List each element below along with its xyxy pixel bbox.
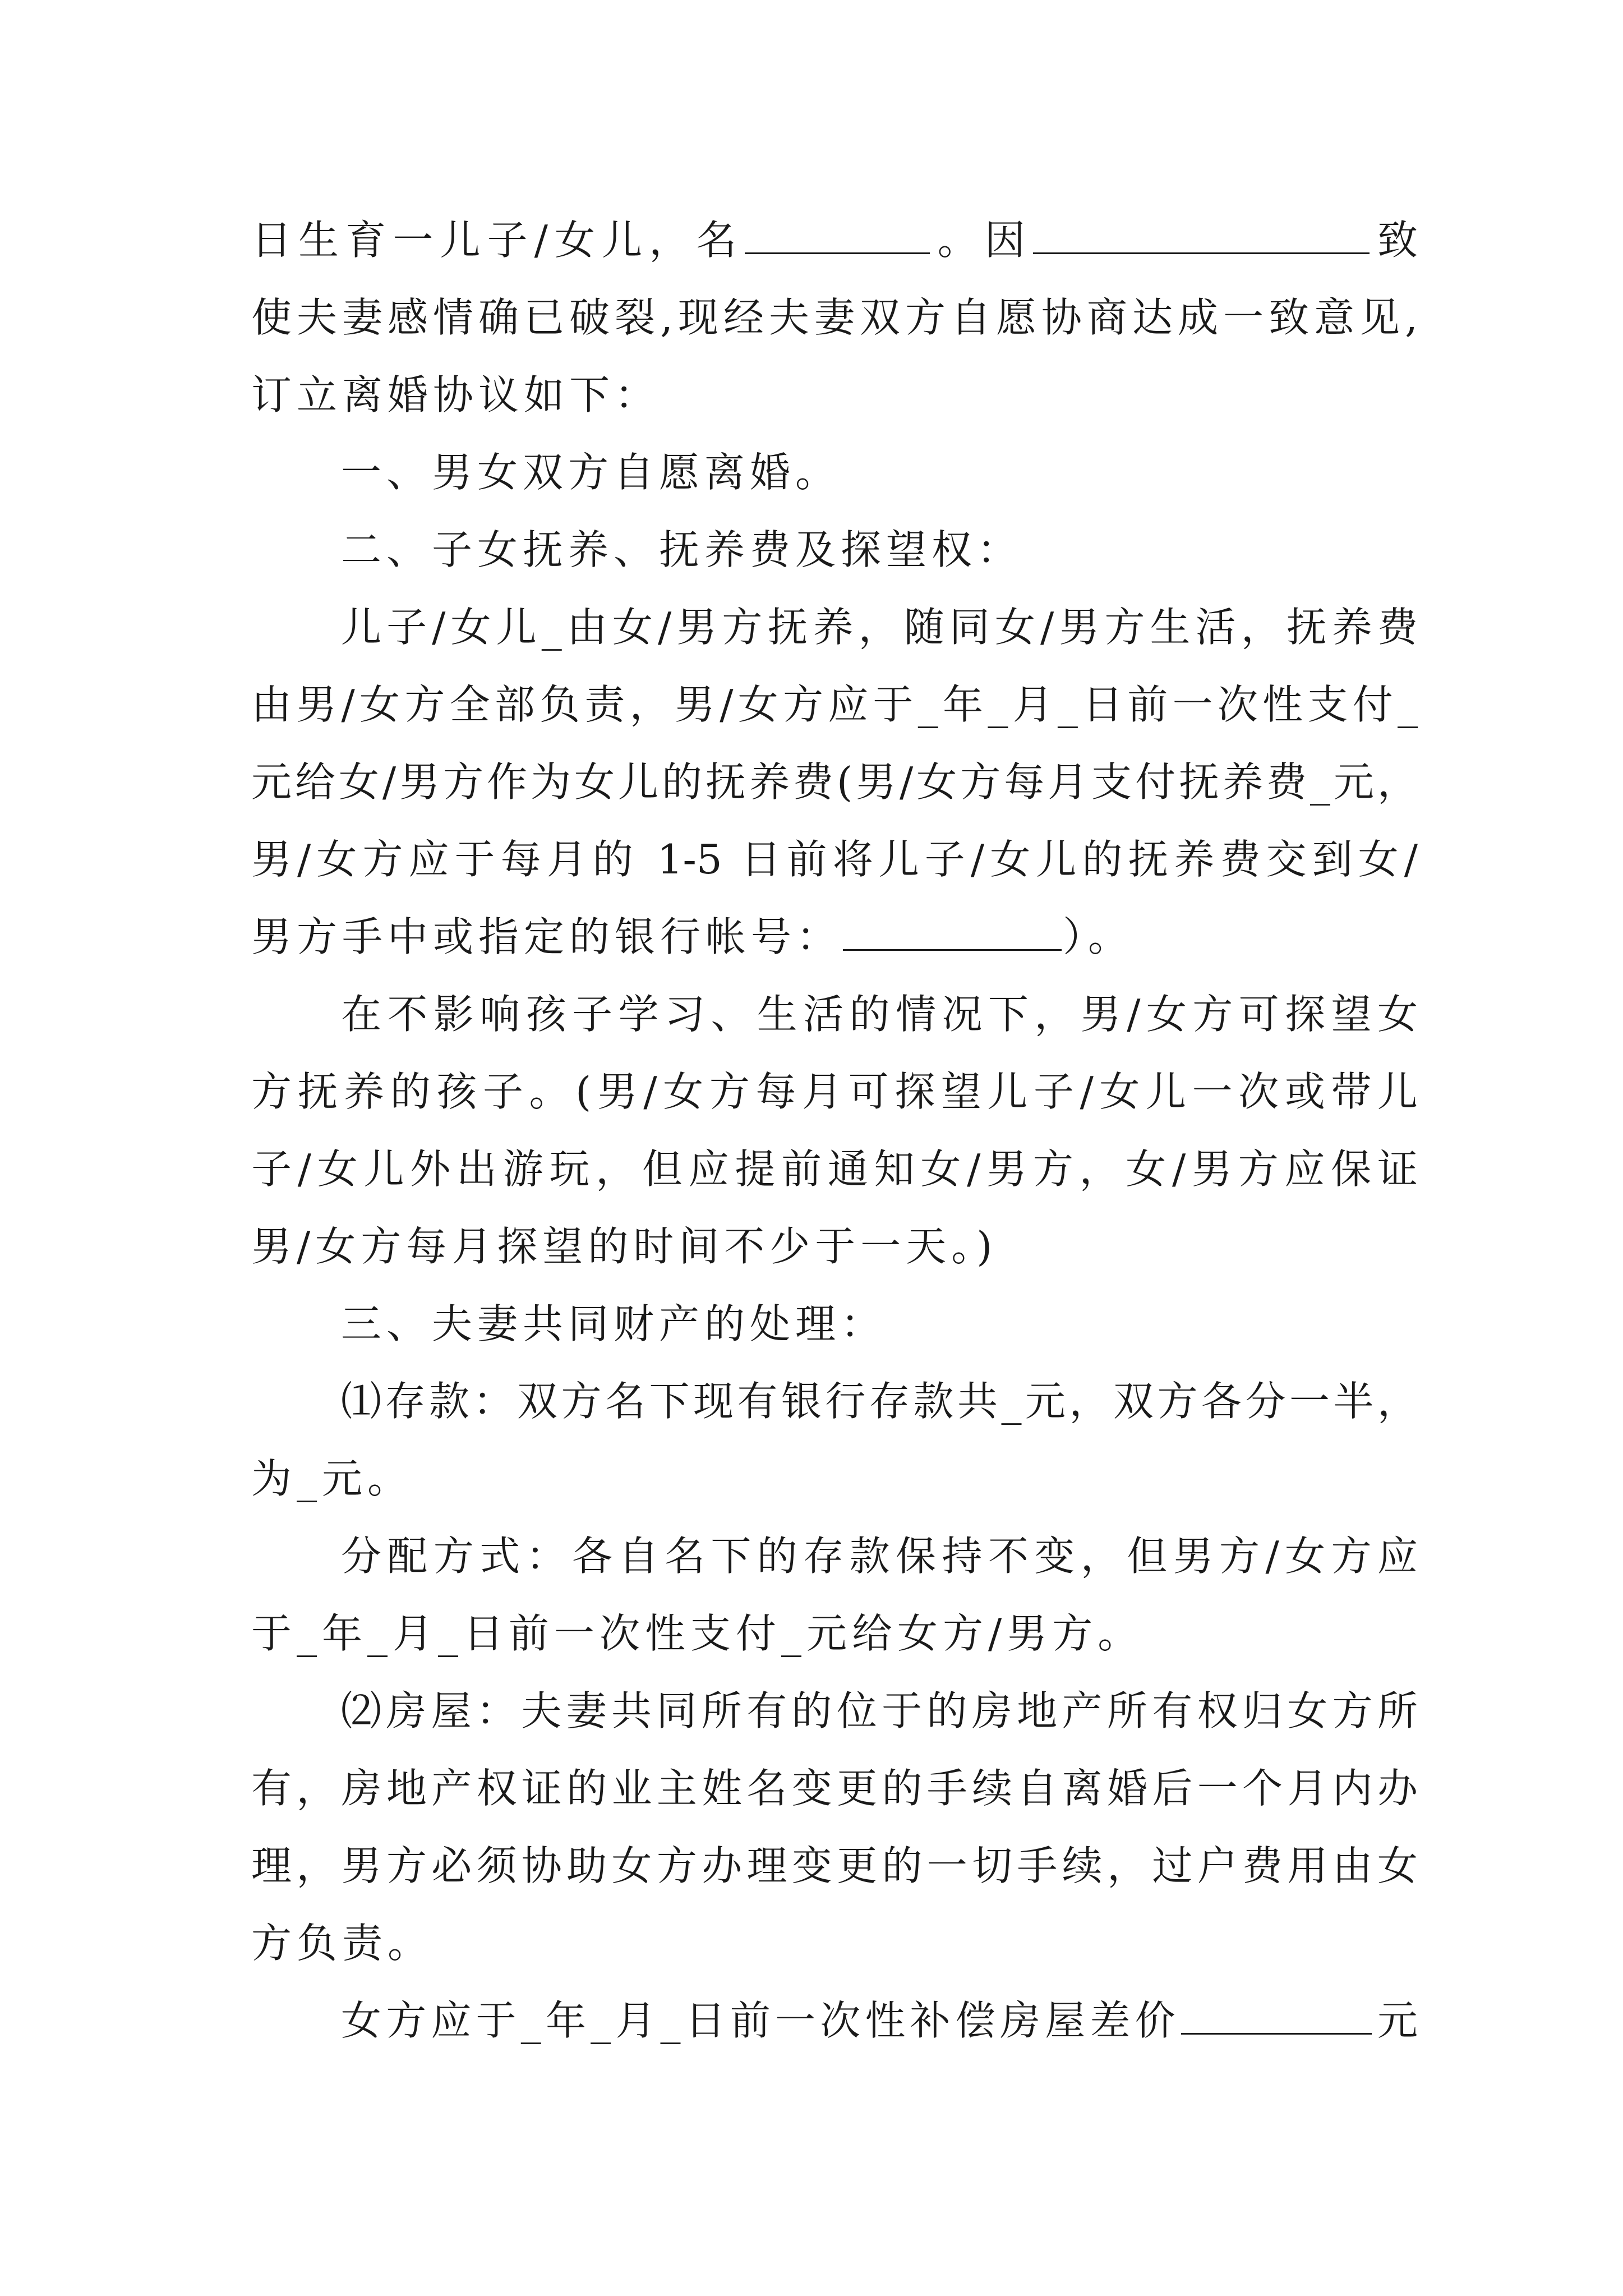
text-line: 三、夫妻共同财产的处理： [341,1300,887,1347]
text-line: 订立离婚协议如下： [251,371,661,418]
text-line: 子/女儿外出游玩，但应提前通知女/男方，女/男方应保证 [251,1145,1418,1193]
text-line: ⑵房屋：夫妻共同所有的位于的房地产所有权归女方所 [341,1687,1418,1734]
text-line: 儿子/女儿_由女/男方抚养，随同女/男方生活，抚养费 [341,604,1418,651]
text-line: 为_元。 [251,1455,413,1502]
text-line [251,212,1418,268]
fill-in-blank [745,218,930,254]
text-line: 方抚养的孩子。(男/女方每月可探望儿子/女儿一次或带儿 [251,1068,1418,1115]
text-line: 男/女方每月探望的时间不少于一天。) [251,1223,998,1270]
text-segment: ）。 [1063,913,1134,960]
text-line: 理，男方必须协助女方办理变更的一切手续，过户费用由女 [251,1842,1418,1889]
text-segment: 日生育一儿子/女儿，名 [251,217,744,264]
text-line: 有，房地产权证的业主姓名变更的手续自离婚后一个月内办 [251,1765,1418,1812]
text-line: 男/女方应于每月的 1-5 日前将儿子/女儿的抚养费交到女/ [251,836,1418,883]
fill-in-blank [1181,1998,1372,2035]
text-segment: 致 [1370,217,1418,264]
fill-in-blank [1033,218,1370,254]
text-line: 元给女/男方作为女儿的抚养费(男/女方每月支付抚养费_元， [251,758,1418,806]
text-line: 一、男女双方自愿离婚。 [341,449,841,496]
text-line: ⑴存款：双方名下现有银行存款共_元，双方各分一半， [341,1378,1418,1425]
text-line: 方负责。 [251,1920,434,1967]
text-segment: 女方应于_年_月_日前一次性补偿房屋差价 [341,1997,1180,2044]
text-line [341,1993,1418,2049]
text-line: 由男/女方全部负责，男/女方应于_年_月_日前一次性支付_ [251,681,1418,728]
text-line: 于_年_月_日前一次性支付_元给女方/男方。 [251,1610,1144,1657]
fill-in-blank [843,914,1062,951]
text-segment: 。因 [930,217,1032,264]
text-line: 二、子女抚养、抚养费及探望权： [341,526,1023,573]
text-segment: 元 [1372,1997,1418,2044]
text-line: 分配方式：各自名下的存款保持不变，但男方/女方应 [341,1533,1418,1580]
text-segment: 男方手中或指定的银行帐号： [251,913,842,960]
text-line: 在不影响孩子学习、生活的情况下，男/女方可探望女 [341,991,1418,1038]
text-line: 使夫妻感情确已破裂,现经夫妻双方自愿协商达成一致意见, [251,294,1418,341]
text-line [251,909,1418,965]
